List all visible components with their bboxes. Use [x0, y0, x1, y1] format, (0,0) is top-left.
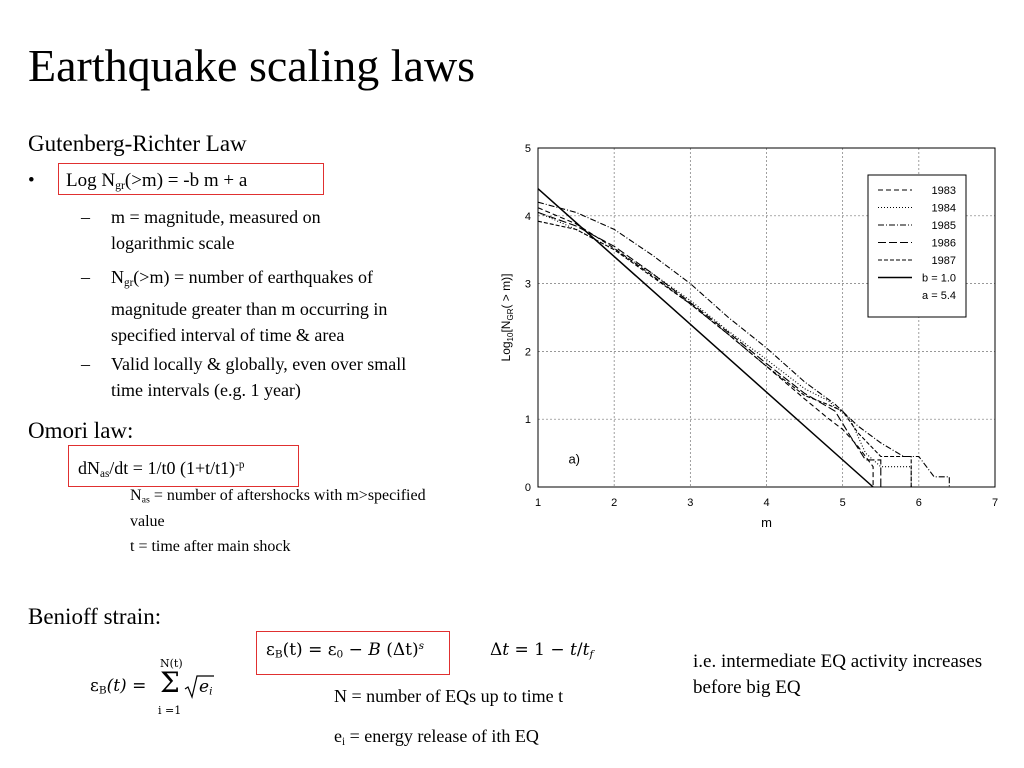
- legend-label: 1987: [931, 255, 956, 267]
- legend-label: 1984: [931, 202, 956, 215]
- y-tick-label: 1: [524, 414, 531, 427]
- chart-panel-label: a): [568, 451, 581, 467]
- gr-chart: [490, 130, 1010, 535]
- y-tick-label: 5: [524, 143, 531, 155]
- benioff-sum-equation: $\varepsilon_B(t)$ =: [90, 676, 147, 697]
- chart-x-label: m: [761, 515, 772, 530]
- benioff-note-activity: i.e. intermediate EQ activity increases before big EQ: [693, 651, 983, 698]
- series-line: [538, 208, 873, 487]
- legend-label: 1986: [931, 237, 956, 250]
- legend-label: b = 1.0: [922, 272, 956, 285]
- series-line: [538, 212, 881, 487]
- benioff-sum-term: $e_i$: [199, 677, 213, 698]
- legend-label: 1983: [931, 185, 956, 197]
- gr-item-valid: – Valid locally & globally, even over small time intervals (e.g. 1 year): [81, 354, 407, 400]
- benioff-sum-lower: i =1: [158, 704, 182, 717]
- omori-formula: $dN_{as}/dt = 1/t0$ $(1+t/t1)^{-p}$: [78, 458, 245, 480]
- benioff-note-e: $e_i$ = energy release of ith EQ: [334, 726, 539, 748]
- benioff-heading: Benioff strain:: [28, 604, 162, 629]
- x-tick-label: 3: [687, 497, 694, 509]
- gr-formula: Log $N_{gr}(>m) = -b$ m + a: [66, 170, 248, 192]
- omori-def-t: t = time after main shock: [130, 538, 291, 555]
- benioff-main-equation: $\varepsilon_B(t) = \varepsilon_0 - B$ $(\Delta t)^s$: [266, 640, 424, 661]
- series-line: [538, 212, 911, 487]
- x-tick-label: 6: [915, 497, 922, 509]
- gr-bullet: •: [28, 170, 35, 191]
- x-tick-label: 7: [991, 497, 999, 509]
- series-line: [538, 189, 873, 487]
- omori-heading: Omori law:: [28, 418, 134, 443]
- benioff-note-n: N = number of EQs up to time t: [334, 686, 564, 706]
- gr-heading: Gutenberg-Richter Law: [28, 131, 247, 156]
- y-tick-label: 4: [524, 210, 531, 223]
- chart-legend: [868, 175, 966, 317]
- chart-y-label: $Log_{10}[N_{GR}( > m)]$: [499, 273, 515, 362]
- x-tick-label: 5: [839, 497, 846, 509]
- y-tick-label: 0: [524, 482, 531, 494]
- omori-def-nas: $N_{as}$ = number of aftershocks with m>specified value: [130, 487, 426, 531]
- y-tick-label: 2: [524, 346, 531, 359]
- slide-title: Earthquake scaling laws: [28, 40, 476, 91]
- legend-extra-label: a = 5.4: [922, 290, 956, 302]
- gr-item-ngr: – $N_{gr}(>m)$ = number of earthquakes of magnitude greater than m occurring in specified interval of time & area: [81, 267, 388, 345]
- legend-label: 1985: [931, 220, 956, 232]
- x-tick-label: 1: [534, 497, 542, 509]
- delta-t-equation: $\Delta t = 1 - t/t_f$: [490, 640, 594, 661]
- gr-item-magnitude: – m = magnitude, measured on logarithmic scale: [81, 207, 321, 253]
- x-tick-label: 2: [611, 497, 618, 509]
- benioff-sum-upper: N(t): [160, 657, 183, 670]
- y-tick-label: 3: [524, 278, 531, 291]
- x-tick-label: 4: [763, 497, 770, 509]
- sum-symbol-icon: Σ: [160, 666, 180, 699]
